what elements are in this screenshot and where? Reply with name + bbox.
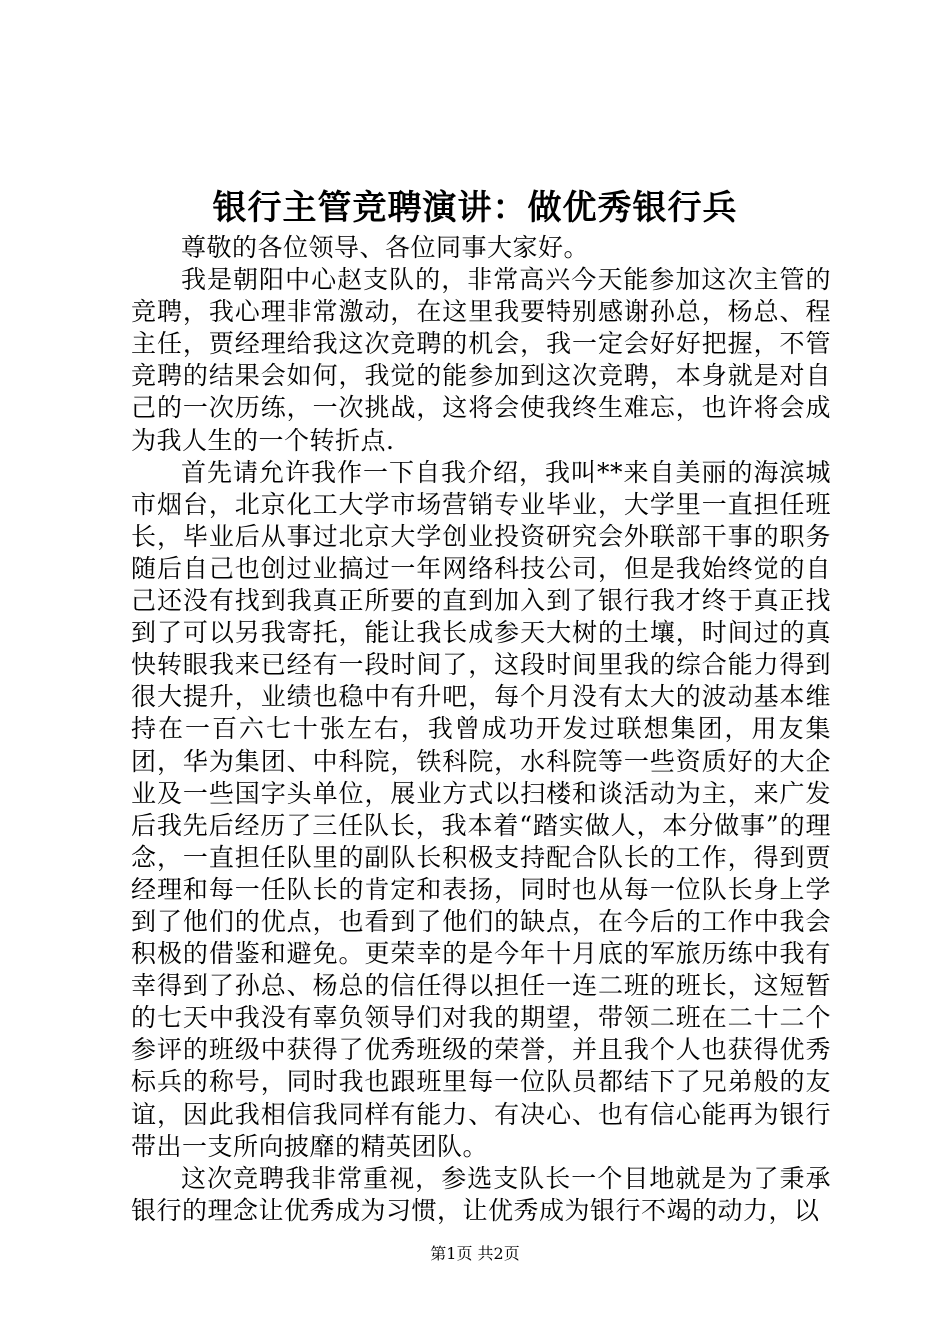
paragraph-motivation: 这次竞聘我非常重视，参选支队长一个目地就是为了秉承银行的理念让优秀成为习惯，让优秀成为银行不竭的动力，以 [131,1163,831,1225]
paragraph-introduction: 我是朝阳中心赵支队的，非常高兴今天能参加这次主管的竞聘，我心理非常激动，在这里我要特别感谢孙总，杨总、程主任，贾经理给我这次竞聘的机会，我一定会好好把握，不管竞聘的结果会如何，我觉的能参加到这次竞聘，本身就是对自己的一次历练，一次挑战，这将会使我终生难忘，也许将会成为我人生的一个转折点. [131,265,831,455]
page-number-footer: 第1页 共2页 [430,1244,520,1263]
paragraph-self-introduction: 首先请允许我作一下自我介绍，我叫**来自美丽的海滨城市烟台，北京化工大学市场营销专业毕业，大学里一直担任班长，毕业后从事过北京大学创业投资研究会外联部干事的职务随后自己也创过业搞过一年网络科技公司，但是我始终觉的自己还没有找到我真正所要的直到加入到了银行我才终于真正找到了可以另我寄托，能让我长成参天大树的土壤，时间过的真快转眼我来已经有一段时间了，这段时间里我的综合能力得到很大提升，业绩也稳中有升吧，每个月没有太大的波动基本维持在一百六七十张左右，我曾成功开发过联想集团，用友集团，华为集团、中科院，铁科院，水科院等一些资质好的大企业及一些国字头单位，展业方式以扫楼和谈活动为主，来广发后我先后经历了三任队长，我本着“踏实做人，本分做事”的理念，一直担任队里的副队长积极支持配合队长的工作，得到贾经理和每一任队长的肯定和表扬，同时也从每一位队长身上学到了他们的优点，也看到了他们的缺点，在今后的工作中我会积极的借鉴和避免。更荣幸的是今年十月底的军旅历练中我有幸得到了孙总、杨总的信任得以担任一连二班的班长，这短暂的七天中我没有辜负领导们对我的期望，带领二班在二十二个参评的班级中获得了优秀班级的荣誉，并且我个人也获得优秀标兵的称号，同时我也跟班里每一位队员都结下了兄弟般的友谊，因此我相信我同样有能力、有决心、也有信心能再为银行带出一支所向披靡的精英团队。 [131,457,831,1161]
document-body [131,232,831,1227]
paragraph-greeting: 尊敬的各位领导、各位同事大家好。 [181,233,590,262]
document-title: 银行主管竞聘演讲：做优秀银行兵 [212,188,738,228]
